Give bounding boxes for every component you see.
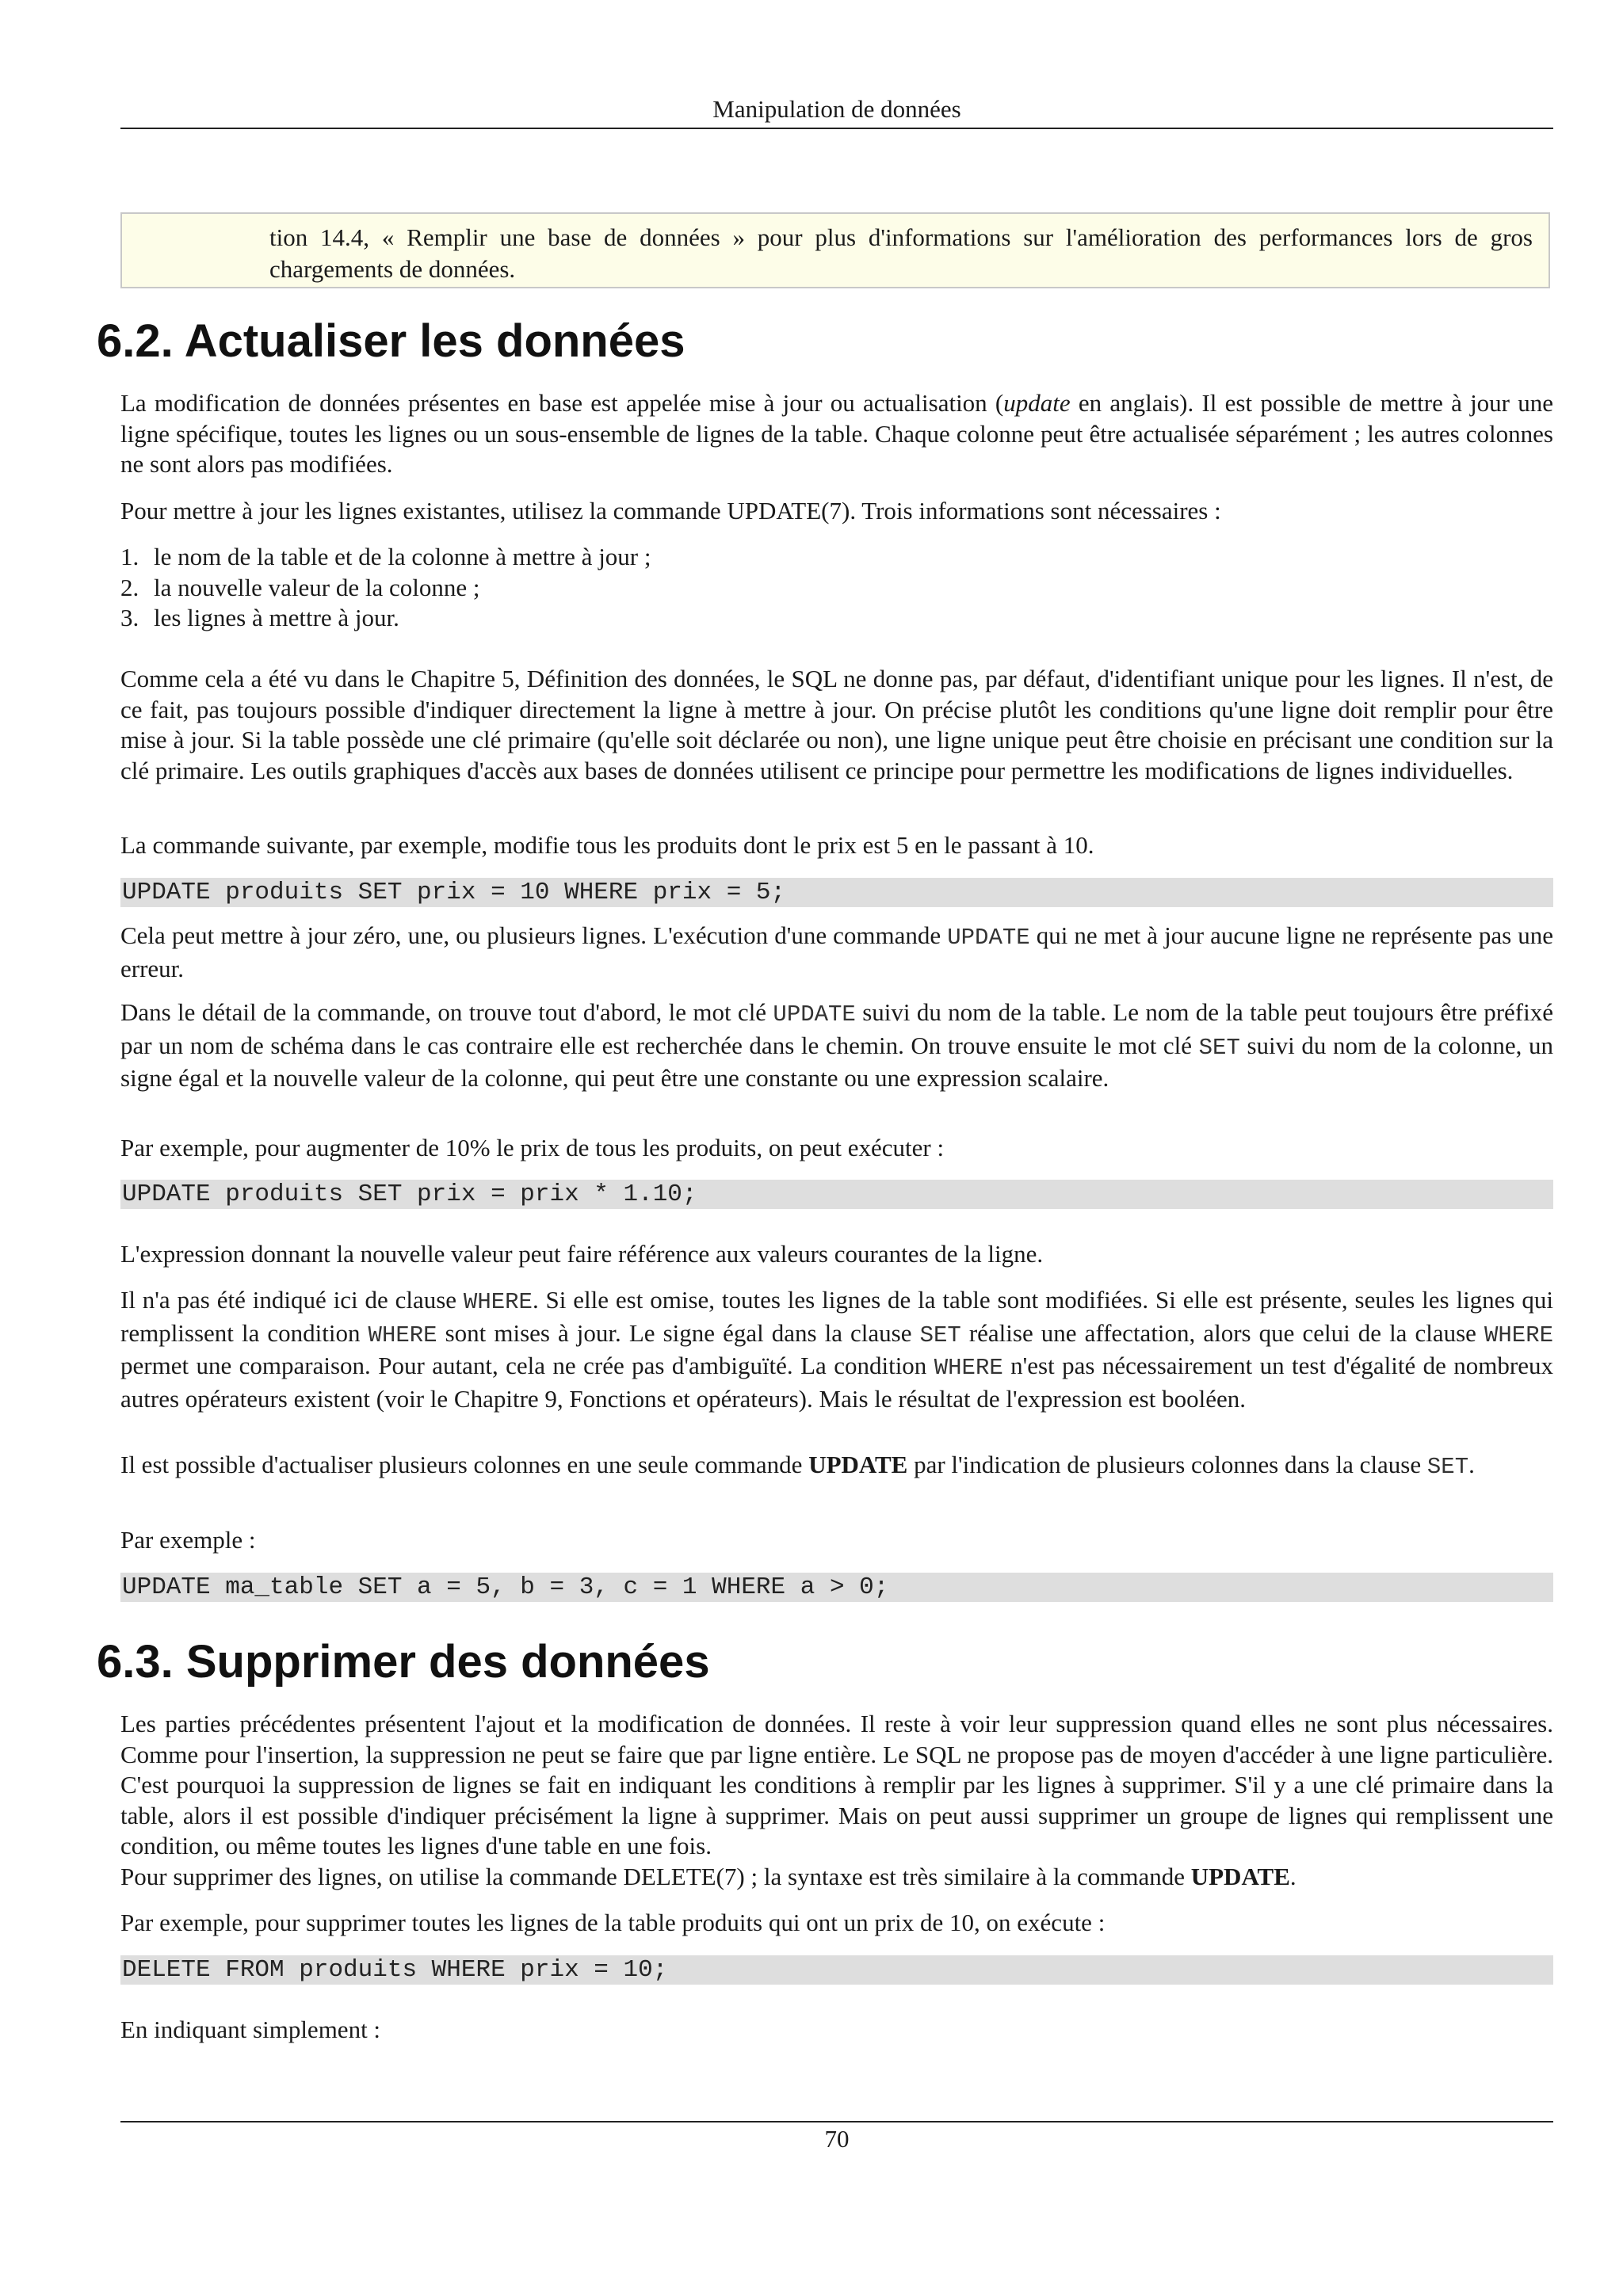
paragraph: Par exemple, pour supprimer toutes les lignes de la table produits qui ont un prix de 10, on exécute : bbox=[120, 1909, 1106, 1936]
strong-text: UPDATE bbox=[808, 1451, 908, 1478]
list-item: 3. les lignes à mettre à jour. bbox=[120, 604, 399, 631]
code-block: UPDATE produits SET prix = 10 WHERE prix = 5; bbox=[120, 878, 1553, 907]
note-box bbox=[120, 212, 1550, 288]
section-heading-6-3: 6.3. Supprimer des données bbox=[97, 1636, 710, 1688]
inline-code: SET bbox=[919, 1322, 961, 1348]
numbered-list bbox=[120, 542, 1553, 634]
inline-code: SET bbox=[1426, 1454, 1469, 1480]
header-rule bbox=[120, 128, 1553, 129]
inline-code: WHERE bbox=[1484, 1322, 1554, 1348]
paragraph: Par exemple, pour augmenter de 10% le prix de tous les produits, on peut exécuter : bbox=[120, 1134, 945, 1161]
footer-rule bbox=[120, 2121, 1553, 2122]
section-heading-6-2: 6.2. Actualiser les données bbox=[97, 315, 685, 367]
inline-code: WHERE bbox=[368, 1322, 437, 1348]
list-item: 2. la nouvelle valeur de la colonne ; bbox=[120, 573, 480, 601]
code-block: DELETE FROM produits WHERE prix = 10; bbox=[120, 1955, 1553, 1985]
paragraph: En indiquant simplement : bbox=[120, 2016, 381, 2043]
code-block: UPDATE ma_table SET a = 5, b = 3, c = 1 WHERE a > 0; bbox=[120, 1573, 1553, 1602]
list-item: 1. le nom de la table et de la colonne à mettre à jour ; bbox=[120, 543, 651, 570]
paragraph: La commande suivante, par exemple, modifie tous les produits dont le prix est 5 en le passant à 10. bbox=[120, 831, 1094, 859]
paragraph: Pour mettre à jour les lignes existantes, utilisez la commande UPDATE(7). Trois informations sont nécessaires : bbox=[120, 497, 1221, 524]
running-header: Manipulation de données bbox=[712, 95, 961, 123]
note-text: tion 14.4, « Remplir une base de données » pour plus d'informations sur l'amélioration des performances lors de gros chargements de données. bbox=[269, 223, 1533, 283]
inline-code: WHERE bbox=[463, 1289, 533, 1315]
paragraph: Il n'a pas été indiqué ici de clause WHERE. Si elle est omise, toutes les lignes de la table sont modifiées. Si elle est présente, seules les lignes qui remplissent la condition WHERE sont mises à jour. Le signe égal dans la clause SET réalise une affectation, alors que celui de la clause WHERE permet une comparaison. Pour autant, cela ne crée pas d'ambiguïté. La condition WHERE n'est pas nécessairement un test d'égalité de nombreux autres opérateurs existent (voir le Chapitre 9, Fonctions et opérateurs). Mais le résultat de l'expression est booléen. bbox=[120, 1286, 1554, 1413]
paragraph: Par exemple : bbox=[120, 1526, 256, 1554]
emphasis: update bbox=[1003, 389, 1071, 417]
paragraph: Il est possible d'actualiser plusieurs colonnes en une seule commande UPDATE par l'indication de plusieurs colonnes dans la clause SET. bbox=[120, 1451, 1475, 1480]
inline-code: WHERE bbox=[934, 1355, 1003, 1381]
paragraph: Pour supprimer des lignes, on utilise la commande DELETE(7) ; la syntaxe est très similaire à la commande UPDATE. bbox=[120, 1863, 1296, 1890]
page-number: 70 bbox=[824, 2125, 850, 2153]
inline-code: UPDATE bbox=[773, 1001, 856, 1028]
paragraph: L'expression donnant la nouvelle valeur peut faire référence aux valeurs courantes de la ligne. bbox=[120, 1240, 1044, 1268]
inline-code: SET bbox=[1198, 1034, 1240, 1061]
code-block: UPDATE produits SET prix = prix * 1.10; bbox=[120, 1180, 1553, 1209]
paragraph: Comme cela a été vu dans le Chapitre 5, Définition des données, le SQL ne donne pas, par défaut, d'identifiant unique pour les lignes. Il n'est, de ce fait, pas toujours possible d'indiquer directement la ligne à mettre à jour. On précise plutôt les conditions qu'une ligne doit remplir pour être mise à jour. Si la table possède une clé primaire (qu'elle soit déclarée ou non), une ligne unique peut être choisie en précisant une condition sur la clé primaire. Les outils graphiques d'accès aux bases de données utilisent ce principe pour permettre les modifications de lignes individuelles. bbox=[120, 665, 1553, 784]
paragraph: La modification de données présentes en base est appelée mise à jour ou actualisation (update en anglais). Il est possible de mettre à jour une ligne spécifique, toutes les lignes ou un sous-ensemble de lignes de la table. Chaque colonne peut être actualisée séparément ; les autres colonnes ne sont alors pas modifiées. bbox=[120, 389, 1553, 478]
paragraph: Dans le détail de la commande, on trouve tout d'abord, le mot clé UPDATE suivi du nom de la table. Le nom de la table peut toujours être préfixé par un nom de schéma dans le cas contraire elle est recherchée dans le chemin. On trouve ensuite le mot clé SET suivi du nom de la colonne, un signe égal et la nouvelle valeur de la colonne, qui peut être une constante ou une expression scalaire. bbox=[120, 998, 1553, 1092]
paragraph: Cela peut mettre à jour zéro, une, ou plusieurs lignes. L'exécution d'une commande UPDATE qui ne met à jour aucune ligne ne représente pas une erreur. bbox=[120, 921, 1553, 982]
inline-code: UPDATE bbox=[947, 925, 1030, 951]
strong-text: UPDATE bbox=[1190, 1863, 1290, 1890]
paragraph: Les parties précédentes présentent l'ajout et la modification de données. Il reste à voir leur suppression quand elles ne sont plus nécessaires. Comme pour l'insertion, la suppression ne peut se faire que par ligne entière. Le SQL ne propose pas de moyen d'accéder à une ligne particulière. C'est pourquoi la suppression de lignes se fait en indiquant les conditions à remplir par les lignes à supprimer. S'il y a une clé primaire dans la table, alors il est possible d'indiquer précisément la ligne à supprimer. Mais on peut aussi supprimer un groupe de lignes qui remplissent une condition, ou même toutes les lignes d'une table en une fois. bbox=[120, 1710, 1553, 1859]
